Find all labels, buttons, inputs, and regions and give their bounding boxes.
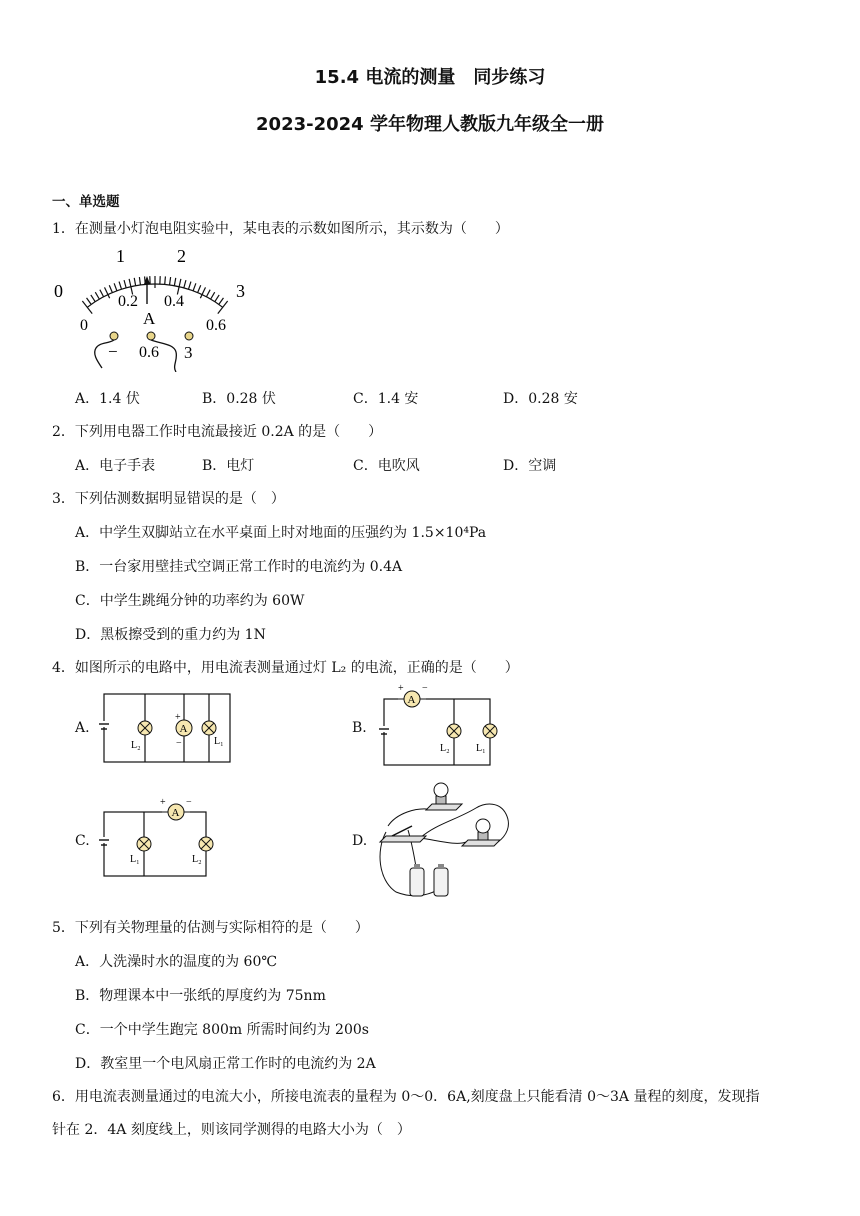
circuit-c — [98, 798, 218, 880]
dial-tick — [109, 285, 112, 292]
switch — [380, 826, 426, 842]
dial-tick — [211, 292, 215, 299]
q5-option-a: A．人洗澡时水的温度的为 60℃ — [75, 954, 278, 970]
svg-text:A: A — [171, 807, 180, 819]
q1-option-c: C．1.4 安 — [353, 391, 419, 407]
dial-tick — [189, 282, 191, 290]
q3-option-b: B．一台家用壁挂式空调正常工作时的电流约为 0.4A — [75, 559, 403, 575]
q4-label-c: C. — [75, 833, 90, 849]
terminal-negative — [110, 332, 118, 340]
dial-tick — [100, 290, 104, 297]
svg-text:−: − — [176, 738, 182, 749]
q5-option-d: D．教室里一个电风扇正常工作时的电流约为 2A — [75, 1056, 376, 1072]
lower-tick-0.2: 0.2 — [118, 293, 138, 310]
terminal-label-0.6: 0.6 — [139, 344, 159, 361]
lamp-l1 — [202, 721, 216, 735]
dial-tick — [124, 280, 126, 288]
terminal-label-negative: − — [108, 342, 118, 361]
page-title: 15.4 电流的测量 同步练习 — [314, 67, 546, 88]
lower-tick-0.6: 0.6 — [206, 317, 226, 334]
dial-scale — [82, 276, 227, 314]
question-2-stem: 2．下列用电器工作时电流最接近 0.2A 的是（ ） — [52, 424, 383, 440]
lamp-l2 — [138, 721, 152, 735]
dial-tick — [219, 298, 224, 305]
terminal-3 — [185, 332, 193, 340]
q2-option-a: A．电子手表 — [75, 458, 156, 474]
svg-text:+: + — [175, 712, 181, 723]
svg-text:−: − — [186, 798, 192, 808]
dial-tick — [165, 276, 166, 284]
ammeter-dial-figure — [50, 244, 260, 372]
bulb-2 — [462, 819, 500, 846]
q3-option-a: A．中学生双脚站立在水平桌面上时对地面的压强约为 1.5×10⁴Pa — [75, 525, 487, 541]
q1-option-b: B．0.28 伏 — [202, 391, 276, 407]
lamp-l1 — [483, 724, 497, 738]
q3-option-d: D．黑板擦受到的重力约为 1N — [75, 627, 266, 643]
question-6-stem-line2: 针在 2．4A 刻度线上，则该同学测得的电路大小为（ ） — [52, 1122, 411, 1138]
lower-tick-0: 0 — [80, 317, 88, 334]
q5-option-c: C．一个中学生跑完 800m 所需时间约为 200s — [75, 1022, 369, 1038]
question-5-stem: 5．下列有关物理量的估测与实际相符的是（ ） — [52, 920, 369, 936]
lamp-l1-label: L₁ — [214, 736, 224, 747]
q5-option-b: B．物理课本中一张纸的厚度约为 75nm — [75, 988, 326, 1004]
q3-option-c: C．中学生跳绳分钟的功率约为 60W — [75, 593, 305, 609]
circuit-b — [378, 683, 498, 771]
terminal-label-3: 3 — [184, 343, 193, 362]
question-4-stem: 4．如图所示的电路中，用电流表测量通过灯 L₂ 的电流，正确的是（ ） — [52, 660, 519, 676]
bulb-1 — [426, 783, 462, 810]
lower-tick-0.4: 0.4 — [164, 293, 184, 310]
svg-text:L₂: L₂ — [440, 743, 450, 754]
dial-tick — [134, 278, 135, 286]
lamp-l2 — [199, 837, 213, 851]
upper-tick-3: 3 — [236, 281, 245, 301]
dial-tick — [105, 287, 110, 298]
question-6-stem-line1: 6．用电流表测量通过的电流大小，所接电流表的量程为 0～0．6A,刻度盘上只能看清 0～3A 量程的刻度，发现指 — [52, 1089, 760, 1105]
meter-unit: A — [143, 309, 156, 328]
svg-text:A: A — [407, 694, 416, 706]
svg-text:−: − — [422, 683, 428, 694]
q2-option-b: B．电灯 — [202, 458, 255, 474]
svg-text:+: + — [398, 683, 404, 694]
section-heading: 一、单选题 — [52, 194, 120, 210]
dial-tick — [170, 277, 171, 285]
svg-text:L₁: L₁ — [476, 743, 486, 754]
dial-tick — [206, 290, 210, 297]
upper-tick-2: 2 — [177, 246, 186, 266]
dial-tick — [119, 282, 121, 290]
dial-tick — [200, 287, 205, 298]
dial-tick — [184, 280, 186, 288]
dial-tick — [87, 298, 92, 305]
question-1-stem: 1．在测量小灯泡电阻实验中，某电表的示数如图所示，其示数为（ ） — [52, 221, 509, 237]
upper-tick-1: 1 — [116, 246, 125, 266]
dial-tick — [174, 278, 175, 286]
lamp-l1 — [137, 837, 151, 851]
q2-option-d: D．空调 — [503, 458, 557, 474]
svg-text:L₂: L₂ — [192, 854, 202, 865]
q4-label-d: D. — [352, 833, 368, 849]
terminal-0.6 — [147, 332, 155, 340]
dial-tick — [215, 295, 219, 302]
svg-text:L₁: L₁ — [130, 854, 140, 865]
question-3-stem: 3．下列估测数据明显错误的是（ ） — [52, 491, 285, 507]
svg-text:+: + — [160, 798, 166, 808]
page-subtitle: 2023-2024 学年物理人教版九年级全一册 — [256, 114, 604, 135]
q4-label-b: B. — [352, 720, 367, 736]
circuit-a — [98, 688, 238, 768]
lamp-l2-label: L₂ — [131, 740, 141, 751]
dial-tick — [139, 277, 140, 285]
lamp-l2 — [447, 724, 461, 738]
dial-tick — [95, 292, 99, 299]
q4-label-a: A. — [75, 720, 90, 736]
dial-tick — [198, 285, 201, 292]
dial-tick — [193, 283, 196, 291]
upper-tick-0: 0 — [54, 281, 63, 301]
q2-option-c: C．电吹风 — [353, 458, 420, 474]
dial-tick — [91, 295, 95, 302]
q1-option-a: A．1.4 伏 — [75, 391, 140, 407]
battery-cells — [410, 864, 448, 896]
svg-text:A: A — [179, 723, 188, 735]
dial-tick — [114, 283, 117, 291]
q1-option-d: D．0.28 安 — [503, 391, 578, 407]
circuit-d-pictorial — [376, 780, 516, 902]
